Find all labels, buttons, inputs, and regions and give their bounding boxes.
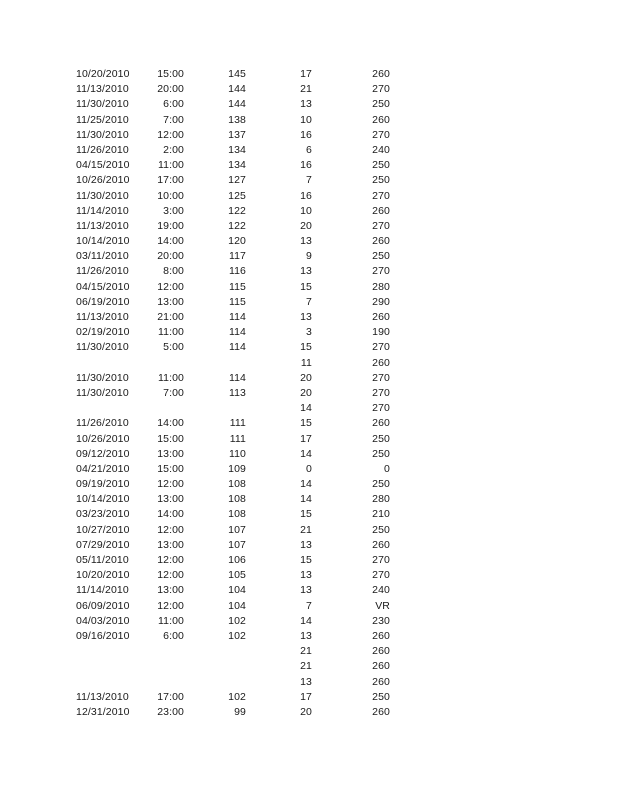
direction-cell: 260: [372, 675, 390, 688]
table-row: [0, 675, 619, 690]
time-cell: 13:00: [157, 584, 184, 597]
direction-cell: 270: [372, 189, 390, 202]
table-row: [0, 249, 619, 264]
table-row: [0, 492, 619, 507]
direction-cell: 270: [372, 386, 390, 399]
date-cell: 11/14/2010: [76, 204, 129, 217]
speed-cell: 16: [300, 159, 312, 172]
value-cell: 114: [228, 311, 246, 323]
date-cell: 10/26/2010: [76, 432, 130, 445]
speed-cell: 17: [300, 690, 312, 703]
direction-cell: 260: [372, 113, 390, 126]
time-cell: 12:00: [157, 128, 184, 141]
direction-cell: 250: [372, 690, 390, 703]
speed-cell: 6: [306, 143, 312, 156]
direction-cell: 260: [372, 705, 390, 718]
table-row: [0, 371, 619, 386]
speed-cell: 13: [300, 235, 312, 248]
date-cell: 11/13/2010: [76, 83, 129, 96]
table-row: [0, 128, 619, 143]
date-cell: 10/20/2010: [76, 68, 130, 80]
date-cell: 04/21/2010: [76, 462, 130, 475]
value-cell: 107: [228, 538, 246, 551]
table-row: [0, 280, 619, 295]
direction-cell: 250: [372, 447, 390, 460]
time-cell: 21:00: [157, 311, 184, 323]
date-cell: 11/30/2010: [76, 341, 129, 354]
value-cell: 114: [228, 371, 246, 384]
table-row: [0, 295, 619, 310]
table-row: [0, 204, 619, 219]
table-row: [0, 97, 619, 112]
direction-cell: 240: [372, 143, 390, 156]
direction-cell: 250: [372, 523, 390, 536]
value-cell: 102: [228, 614, 246, 627]
speed-cell: 13: [300, 675, 312, 688]
time-cell: 20:00: [157, 83, 184, 96]
value-cell: 109: [228, 462, 246, 475]
time-cell: 7:00: [163, 113, 184, 126]
direction-cell: 260: [372, 235, 390, 248]
date-cell: 04/15/2010: [76, 159, 130, 172]
speed-cell: 9: [306, 250, 312, 263]
value-cell: 122: [228, 219, 246, 232]
speed-cell: 20: [300, 219, 312, 232]
table-row: [0, 416, 619, 431]
date-cell: 06/19/2010: [76, 295, 130, 308]
direction-cell: 190: [372, 326, 390, 339]
table-row: [0, 599, 619, 614]
value-cell: 111: [229, 417, 246, 430]
direction-cell: 280: [372, 280, 390, 293]
value-cell: 111: [229, 432, 246, 445]
table-row: [0, 356, 619, 371]
table-row: [0, 340, 619, 355]
time-cell: 10:00: [157, 189, 184, 202]
time-cell: 12:00: [157, 554, 184, 566]
table-row: [0, 477, 619, 492]
time-cell: 11:00: [158, 614, 184, 627]
speed-cell: 15: [300, 554, 312, 566]
value-cell: 104: [228, 599, 246, 612]
date-cell: 11/13/2010: [76, 311, 129, 323]
speed-cell: 10: [300, 113, 312, 126]
time-cell: 12:00: [157, 569, 184, 582]
date-cell: 04/03/2010: [76, 614, 130, 627]
speed-cell: 13: [300, 569, 312, 582]
time-cell: 6:00: [163, 98, 184, 111]
time-cell: 14:00: [157, 508, 184, 521]
date-cell: 09/19/2010: [76, 478, 130, 491]
time-cell: 15:00: [157, 462, 184, 475]
table-row: [0, 553, 619, 568]
date-cell: 11/26/2010: [76, 265, 129, 278]
direction-cell: 260: [372, 645, 390, 658]
time-cell: 12:00: [157, 599, 184, 612]
speed-cell: 13: [300, 98, 312, 111]
table-row: [0, 432, 619, 447]
date-cell: 02/19/2010: [76, 326, 130, 339]
table-row: [0, 386, 619, 401]
time-cell: 11:00: [158, 326, 184, 339]
date-cell: 09/16/2010: [76, 629, 130, 642]
table-row: [0, 310, 619, 325]
speed-cell: 13: [300, 265, 312, 278]
table-row: [0, 143, 619, 158]
direction-cell: 270: [372, 265, 390, 278]
table-row: [0, 158, 619, 173]
value-cell: 106: [228, 554, 246, 566]
direction-cell: 290: [372, 295, 390, 308]
direction-cell: 230: [372, 614, 390, 627]
speed-cell: 17: [300, 68, 312, 80]
time-cell: 13:00: [157, 295, 184, 308]
direction-cell: 210: [372, 508, 390, 521]
speed-cell: 14: [300, 493, 312, 506]
time-cell: 2:00: [163, 143, 184, 156]
value-cell: 145: [228, 68, 246, 80]
table-row: [0, 113, 619, 128]
direction-cell: 0: [384, 462, 390, 475]
value-cell: 127: [228, 174, 246, 187]
speed-cell: 10: [300, 204, 312, 217]
date-cell: 12/31/2010: [76, 705, 130, 718]
direction-cell: 260: [372, 356, 390, 369]
date-cell: 11/13/2010: [76, 219, 129, 232]
value-cell: 134: [228, 159, 246, 172]
value-cell: 104: [228, 584, 246, 597]
time-cell: 13:00: [157, 538, 184, 551]
speed-cell: 20: [300, 386, 312, 399]
date-cell: 03/23/2010: [76, 508, 130, 521]
speed-cell: 14: [300, 447, 312, 460]
date-cell: 11/30/2010: [76, 386, 129, 399]
value-cell: 117: [228, 250, 246, 263]
time-cell: 11:00: [158, 371, 184, 384]
value-cell: 108: [228, 478, 246, 491]
time-cell: 13:00: [157, 493, 184, 506]
direction-cell: 280: [372, 493, 390, 506]
date-cell: 05/11/2010: [76, 554, 129, 566]
direction-cell: 270: [372, 219, 390, 232]
direction-cell: 270: [372, 341, 390, 354]
time-cell: 13:00: [157, 447, 184, 460]
table-row: [0, 538, 619, 553]
direction-cell: 250: [372, 174, 390, 187]
value-cell: 114: [228, 326, 246, 339]
table-row: [0, 523, 619, 538]
table-row: [0, 705, 619, 720]
time-cell: 5:00: [163, 341, 184, 354]
speed-cell: 21: [300, 660, 312, 673]
time-cell: 15:00: [157, 68, 184, 80]
table-row: [0, 264, 619, 279]
time-cell: 12:00: [157, 523, 184, 536]
value-cell: 107: [228, 523, 246, 536]
time-cell: 12:00: [157, 280, 184, 293]
speed-cell: 20: [300, 371, 312, 384]
table-row: [0, 568, 619, 583]
table-row: [0, 82, 619, 97]
value-cell: 110: [228, 447, 246, 460]
table-row: [0, 219, 619, 234]
speed-cell: 20: [300, 705, 312, 718]
date-cell: 11/30/2010: [76, 371, 129, 384]
speed-cell: 7: [306, 174, 312, 187]
speed-cell: 21: [300, 83, 312, 96]
value-cell: 115: [228, 295, 246, 308]
time-cell: 17:00: [157, 690, 184, 703]
table-row: [0, 189, 619, 204]
table-row: [0, 67, 619, 82]
table-row: [0, 507, 619, 522]
value-cell: 114: [228, 341, 246, 354]
speed-cell: 11: [300, 356, 312, 369]
direction-cell: 270: [372, 128, 390, 141]
direction-cell: 260: [372, 538, 390, 551]
date-cell: 10/14/2010: [76, 235, 130, 248]
date-cell: 11/30/2010: [76, 189, 129, 202]
value-cell: 137: [228, 128, 246, 141]
value-cell: 144: [228, 98, 246, 111]
direction-cell: VR: [375, 599, 390, 612]
date-cell: 06/09/2010: [76, 599, 130, 612]
speed-cell: 14: [300, 614, 312, 627]
time-cell: 14:00: [157, 417, 184, 430]
date-cell: 11/14/2010: [76, 584, 129, 597]
speed-cell: 7: [306, 599, 312, 612]
table-row: [0, 659, 619, 674]
speed-cell: 14: [300, 478, 312, 491]
table-row: [0, 629, 619, 644]
direction-cell: 260: [372, 629, 390, 642]
date-cell: 07/29/2010: [76, 538, 130, 551]
time-cell: 8:00: [163, 265, 184, 278]
time-cell: 6:00: [163, 629, 184, 642]
time-cell: 20:00: [157, 250, 184, 263]
date-cell: 10/14/2010: [76, 493, 130, 506]
speed-cell: 14: [300, 402, 312, 415]
speed-cell: 16: [300, 128, 312, 141]
direction-cell: 250: [372, 432, 390, 445]
date-cell: 10/26/2010: [76, 174, 130, 187]
value-cell: 122: [228, 204, 246, 217]
table-row: [0, 614, 619, 629]
value-cell: 116: [228, 265, 246, 278]
speed-cell: 15: [300, 417, 312, 430]
direction-cell: 250: [372, 98, 390, 111]
time-cell: 19:00: [157, 219, 184, 232]
speed-cell: 16: [300, 189, 312, 202]
value-cell: 138: [228, 113, 246, 126]
speed-cell: 15: [300, 508, 312, 521]
direction-cell: 270: [372, 83, 390, 96]
value-cell: 105: [228, 569, 246, 582]
value-cell: 134: [228, 143, 246, 156]
direction-cell: 270: [372, 569, 390, 582]
date-cell: 11/13/2010: [76, 690, 129, 703]
speed-cell: 13: [300, 538, 312, 551]
value-cell: 102: [228, 690, 246, 703]
value-cell: 99: [234, 705, 246, 718]
table-row: [0, 173, 619, 188]
value-cell: 144: [228, 83, 246, 96]
speed-cell: 17: [300, 432, 312, 445]
time-cell: 7:00: [163, 386, 184, 399]
date-cell: 11/25/2010: [76, 113, 129, 126]
time-cell: 11:00: [158, 159, 184, 172]
date-cell: 09/12/2010: [76, 447, 130, 460]
time-cell: 3:00: [163, 204, 184, 217]
table-row: [0, 462, 619, 477]
table-row: [0, 644, 619, 659]
value-cell: 108: [228, 508, 246, 521]
value-cell: 113: [228, 386, 246, 399]
value-cell: 115: [228, 280, 246, 293]
speed-cell: 13: [300, 584, 312, 597]
table-row: [0, 325, 619, 340]
value-cell: 125: [228, 189, 246, 202]
direction-cell: 240: [372, 584, 390, 597]
time-cell: 17:00: [157, 174, 184, 187]
speed-cell: 21: [300, 523, 312, 536]
table-row: [0, 234, 619, 249]
direction-cell: 260: [372, 417, 390, 430]
date-cell: 11/30/2010: [76, 98, 129, 111]
speed-cell: 3: [306, 326, 312, 339]
speed-cell: 7: [306, 295, 312, 308]
direction-cell: 250: [372, 250, 390, 263]
direction-cell: 250: [372, 159, 390, 172]
speed-cell: 13: [300, 311, 312, 323]
value-cell: 102: [228, 629, 246, 642]
table-row: [0, 401, 619, 416]
time-cell: 14:00: [157, 235, 184, 248]
direction-cell: 260: [372, 311, 390, 323]
value-cell: 120: [228, 235, 246, 248]
speed-cell: 0: [306, 462, 312, 475]
table-row: [0, 583, 619, 598]
table-row: [0, 447, 619, 462]
value-cell: 108: [228, 493, 246, 506]
date-cell: 11/26/2010: [76, 417, 129, 430]
speed-cell: 15: [300, 280, 312, 293]
date-cell: 11/30/2010: [76, 128, 129, 141]
speed-cell: 21: [300, 645, 312, 658]
direction-cell: 250: [372, 478, 390, 491]
direction-cell: 260: [372, 660, 390, 673]
direction-cell: 260: [372, 68, 390, 80]
direction-cell: 260: [372, 204, 390, 217]
date-cell: 10/20/2010: [76, 569, 130, 582]
date-cell: 03/11/2010: [76, 250, 129, 263]
speed-cell: 13: [300, 629, 312, 642]
time-cell: 23:00: [157, 705, 184, 718]
table-row: [0, 690, 619, 705]
time-cell: 15:00: [157, 432, 184, 445]
direction-cell: 270: [372, 402, 390, 415]
direction-cell: 270: [372, 554, 390, 566]
date-cell: 04/15/2010: [76, 280, 130, 293]
speed-cell: 15: [300, 341, 312, 354]
data-table: [0, 67, 619, 720]
direction-cell: 270: [372, 371, 390, 384]
date-cell: 10/27/2010: [76, 523, 130, 536]
time-cell: 12:00: [157, 478, 184, 491]
date-cell: 11/26/2010: [76, 143, 129, 156]
